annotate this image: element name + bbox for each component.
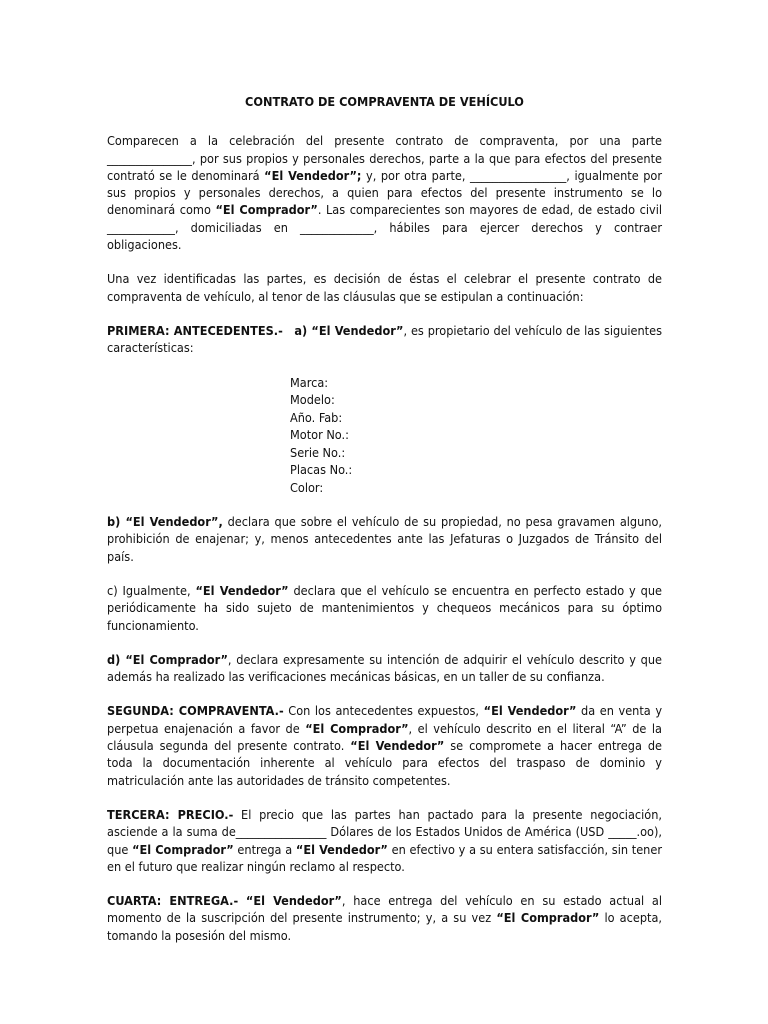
- spec-brand: Marca:: [290, 374, 329, 390]
- clause-tercera-heading: TERCERA: PRECIO.-: [107, 806, 234, 822]
- clause-cuarta-text-3: lo acepta, tomando la posesión del mismo.: [107, 910, 662, 943]
- clause-tercera-seller: “El Vendedor”: [295, 841, 388, 857]
- intro-text-1: Comparecen a la celebración del presente contrato de compraventa, por una parte _______________, por sus propios y personales derechos, parte a la que para efectos del presente contrató se le denominará: [107, 133, 662, 183]
- intro-paragraph: [107, 132, 662, 253]
- clause-segunda-seller: “El Vendedor”: [483, 703, 577, 719]
- vehicle-spec-list: [290, 374, 662, 497]
- clause-cuarta-text-1: [238, 893, 246, 908]
- clause-primera-d-label: d) “El Comprador”: [107, 651, 228, 667]
- clause-tercera-text-2: entrega a: [233, 841, 296, 857]
- identification-paragraph: Una vez identificadas las partes, es decisión de éstas el celebrar el presente contrato de compraventa de vehículo, al tenor de las cláusulas que se estipulan a continuación:: [107, 271, 662, 304]
- spec-plates: Placas No.:: [290, 462, 353, 478]
- document-title: CONTRATO DE COMPRAVENTA DE VEHÍCULO: [245, 94, 524, 109]
- clause-primera-a-label: a) “El Vendedor”: [294, 322, 404, 338]
- buyer-term: “El Comprador”: [215, 202, 318, 218]
- clause-tercera: [107, 806, 662, 875]
- clause-primera-b-label: b) “El Vendedor”,: [107, 514, 223, 530]
- clause-primera-c: [107, 582, 662, 634]
- clause-primera-a: [107, 322, 662, 357]
- clause-segunda-text-3: , el vehículo descrito en el literal “A” de la cláusula segunda del presente contrato.: [107, 720, 662, 754]
- clause-cuarta-buyer: “El Comprador”: [496, 910, 600, 926]
- clause-primera-heading: PRIMERA: ANTECEDENTES.-: [107, 322, 283, 338]
- clause-tercera-buyer: “El Comprador”: [132, 841, 234, 857]
- clause-primera-a-text: , es propietario del vehículo de las siguientes características:: [107, 322, 662, 356]
- clause-primera-c-text: declara que el vehículo se encuentra en perfecto estado y que periódicamente ha sido sujeto de mantenimientos y chequeos mecánicos para su óptimo funcionamiento.: [107, 582, 663, 633]
- document-page: [107, 93, 662, 961]
- clause-segunda: [107, 702, 662, 788]
- clause-segunda-text-2: da en venta y perpetua enajenación a favor de: [107, 703, 663, 736]
- clause-cuarta-text-2: , hace entrega del vehículo en su estado actual al momento de la suscripción del presente instrumento; y, a su vez: [107, 893, 663, 926]
- spec-color: Color:: [290, 479, 324, 495]
- clause-tercera-text-1: El precio que las partes han pactado para la presente negociación, asciende a la suma de________________ Dólares de los Estados Unidos de América (USD _____.oo), que: [107, 806, 662, 857]
- clause-segunda-seller-2: “El Vendedor”: [350, 738, 445, 754]
- clause-cuarta-seller: “El Vendedor”: [245, 893, 342, 909]
- clause-primera-c-label: “El Vendedor”: [195, 582, 289, 598]
- clause-cuarta-heading: CUARTA: ENTREGA.-: [107, 893, 239, 909]
- spec-engine: Motor No.:: [290, 427, 349, 443]
- clause-segunda-text-4: se compromete a hacer entrega de toda la documentación inherente al vehículo para efectos del traspaso de dominio y matriculación ante las autoridades de tránsito competentes.: [107, 738, 662, 788]
- clause-primera-b: [107, 513, 662, 565]
- intro-text-2: y, por otra parte, _________________, igualmente por sus propios y personales derechos, a quien para efectos del presente instrumento se lo denominará como: [107, 167, 663, 218]
- clause-tercera-text-3: en efectivo y a su entera satisfacción, sin tener en el futuro que realizar ningún reclamo al respecto.: [107, 841, 662, 874]
- clause-primera-c-lead: c) Igualmente,: [107, 582, 196, 598]
- spec-year: Año. Fab:: [290, 409, 343, 425]
- clause-segunda-text-1: Con los antecedentes expuestos,: [283, 703, 484, 719]
- clause-primera-b-text: declara que sobre el vehículo de su propiedad, no pesa gravamen alguno, prohibición de enajenar; y, menos antecedentes ante las Jefaturas o Juzgados de Tránsito del país.: [107, 514, 663, 564]
- spec-model: Modelo:: [290, 392, 335, 408]
- seller-term: “El Vendedor”;: [264, 167, 362, 183]
- clause-segunda-buyer: “El Comprador”: [305, 720, 409, 736]
- clause-segunda-heading: SEGUNDA: COMPRAVENTA.-: [107, 703, 284, 719]
- spec-serial: Serie No.:: [290, 444, 346, 460]
- clause-cuarta: [107, 892, 662, 944]
- clause-primera-d-text: , declara expresamente su intención de adquirir el vehículo descrito y que además ha realizado las verificaciones mecánicas básicas, en un taller de su confianza.: [107, 651, 662, 685]
- clause-primera-d: [107, 651, 662, 686]
- intro-text-3: . Las comparecientes son mayores de edad, de estado civil ____________, domiciliadas en _____________, hábiles para ejercer derechos y contraer obligaciones.: [107, 202, 662, 253]
